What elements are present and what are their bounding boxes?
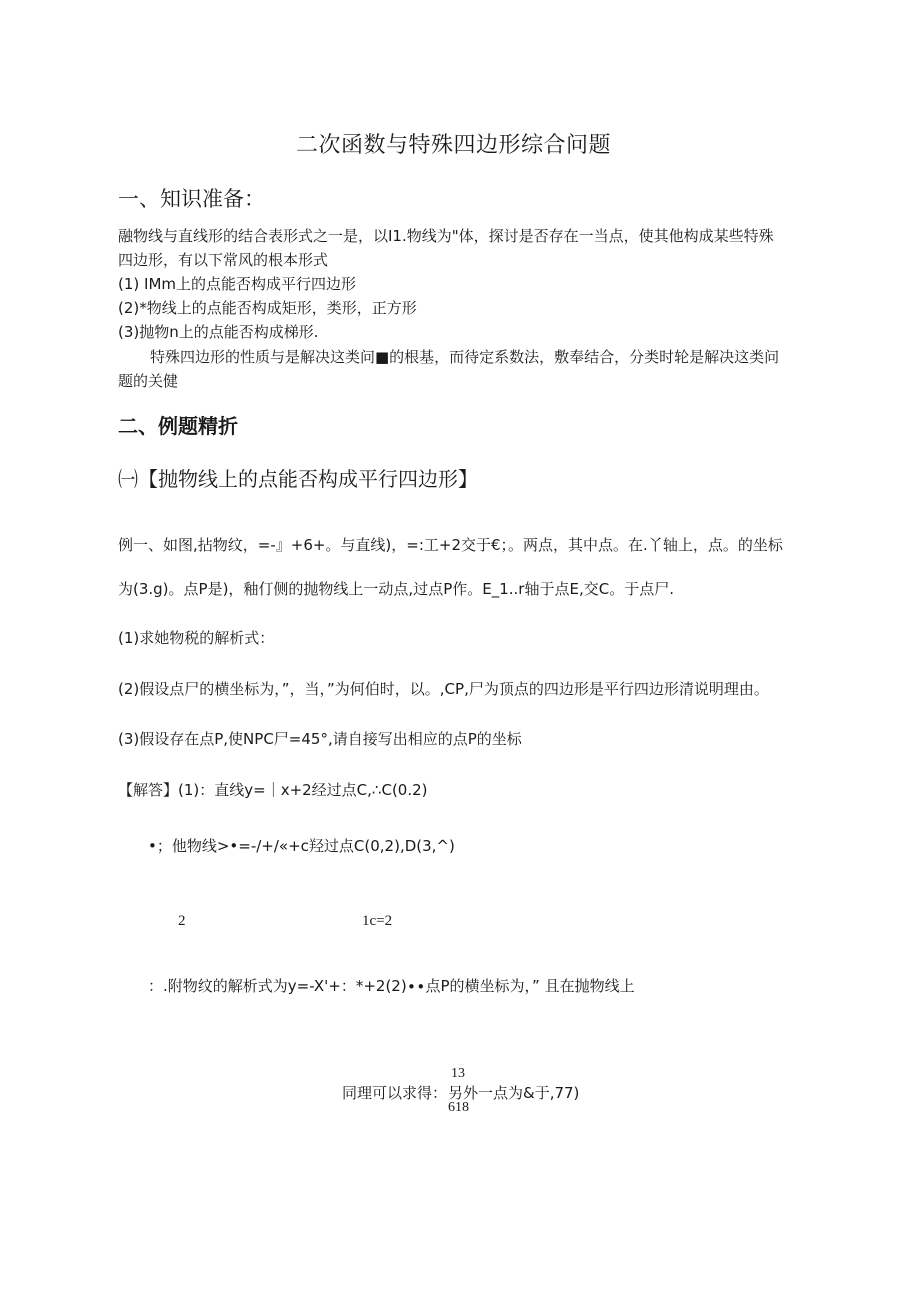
list-item-3: (3)抛物n上的点能否构成梯形. (118, 323, 319, 341)
intro-line-2: 四边形，有以下常风的根本形式 (118, 251, 329, 269)
answer-equation-left: 2 (178, 913, 186, 929)
intro-line-1: 融物线与直线形的结合表形式之一是，以I1.物线为"体，探讨是否存在一当点，使其他构成某些特殊 (118, 227, 774, 245)
page-title: 二次函数与特殊四边形综合问题 (296, 133, 612, 158)
fraction-top: 13 (451, 1066, 465, 1081)
section2-subheading: ㈠【抛物线上的点能否构成平行四边形】 (118, 467, 478, 491)
fraction-bottom: 618 (448, 1100, 469, 1115)
section1-heading: 一、知识准备： (118, 187, 265, 211)
answer-line-5-label: 同理可以求得： (342, 1084, 448, 1102)
list-item-1: (1) IMm上的点能否构成平行四边形 (118, 275, 356, 293)
question-3: (3)假设存在点P,使NPC尸=45°,请自接写出相应的点P的坐标 (118, 730, 522, 748)
list-item-2: (2)*物线上的点能否构成矩形，类形，正方形 (118, 299, 417, 317)
example-line-1: 例一、如图,拈物纹，=-』+6+。与直线)，=:工+2交于€；。两点，其中点。在.丫轴上，点。的坐标 (118, 536, 783, 554)
section2-heading: 二、例题精折 (118, 414, 238, 438)
note-line-2: 题的关健 (118, 372, 179, 390)
answer-line-2: •；他物线>•=-/+/«+c羟过点C(0,2),D(3,^) (148, 837, 455, 855)
note-line-1: 特殊四边形的性质与是解决这类问■的根基，而待定系数法，敷奉结合，分类时轮是解决这类问 (150, 348, 780, 366)
question-2: (2)假设点尸的横坐标为，”，当，”为何伯时，以。,CP,尸为顶点的四边形是平行四边形清说明理由。 (118, 680, 769, 698)
answer-equation-right: 1c=2 (362, 913, 393, 929)
question-1: (1)求她物税的解析式： (118, 629, 275, 647)
answer-line-4: ：.附物纹的解析式为y=-X'+：*+2(2)∙∙点P的横坐标为，” 且在抛物线上 (148, 977, 635, 995)
answer-line-1: 【解答】(1)：直线y=｜x+2经过点C,∴C(0.2) (118, 781, 428, 799)
answer-line-5-text: 另外一点为&于,77) (448, 1084, 580, 1102)
example-line-2: 为(3.g)。点P是)，釉仃侧的抛物线上一动点,过点P作。E_1..r轴于点E,交C。于点尸. (118, 580, 674, 598)
